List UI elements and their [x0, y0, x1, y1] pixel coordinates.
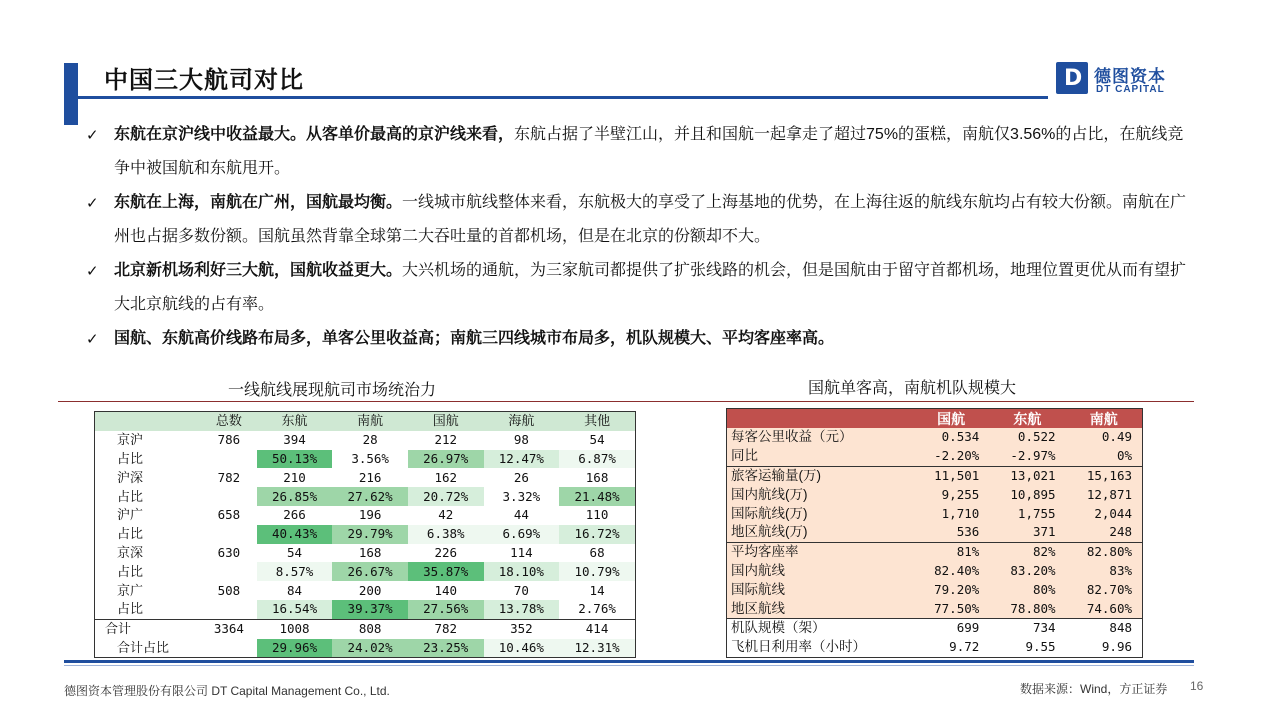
table-cell: 1008	[257, 619, 333, 638]
table-cell: 140	[434, 582, 458, 598]
table-cell: 6.87%	[559, 450, 635, 469]
table-cell: 16.54%	[257, 600, 333, 619]
table-cell: 2.76%	[559, 600, 635, 619]
table-cell: 0.534	[913, 428, 989, 447]
table-cell: 210	[283, 469, 306, 485]
table-cell	[201, 562, 257, 581]
table-cell: 734	[989, 618, 1065, 637]
column-header: 南航	[332, 412, 408, 431]
table-cell: 82.40%	[913, 562, 989, 581]
column-header: 国航	[913, 409, 989, 429]
table-row	[727, 447, 1143, 466]
table-cell: 26.67%	[332, 562, 408, 581]
table-cell: 9.96	[1101, 639, 1132, 655]
table-row	[95, 581, 636, 600]
bullet-list	[86, 118, 1196, 356]
table-cell: 212	[434, 432, 458, 448]
table-cell: -2.97%	[989, 447, 1065, 466]
column-header	[95, 412, 202, 431]
table-cell: 40.43%	[257, 525, 333, 544]
table-row	[95, 487, 636, 506]
table-cell: 536	[913, 523, 989, 542]
table-cell: 1,710	[913, 504, 989, 523]
page-number: 16	[1190, 679, 1204, 693]
table-row	[727, 599, 1143, 618]
table-cell: 808	[332, 619, 408, 638]
route-share-table	[94, 411, 636, 658]
table-cell: 658	[217, 507, 241, 523]
table-row	[727, 466, 1143, 485]
row-label: 国际航线	[727, 580, 914, 599]
table-cell: 78.80%	[989, 599, 1065, 618]
title-accent-bar	[64, 63, 78, 125]
table-cell: 3364	[201, 619, 257, 638]
table-cell: 9.72	[949, 639, 980, 655]
bullet-bold-text: 国航、东航高价线路布局多，单客公里收益高；南航三四线城市布局多，机队规模大、平均客座率高。	[114, 330, 835, 347]
table-row	[727, 562, 1143, 581]
table-cell: 10.79%	[559, 562, 635, 581]
table-cell: 29.79%	[332, 525, 408, 544]
column-header: 总数	[201, 412, 257, 431]
row-label: 平均客座率	[727, 542, 914, 561]
table-cell: -2.20%	[913, 447, 989, 466]
footer-company: 德图资本管理股份有限公司 DT Capital Management Co., Ltd.	[64, 684, 390, 698]
table-cell	[201, 450, 257, 469]
row-label: 合计	[95, 619, 202, 638]
row-label: 国内航线(万)	[727, 485, 914, 504]
column-header: 国航	[408, 412, 484, 431]
table-cell: 196	[358, 507, 382, 523]
column-header	[727, 409, 914, 429]
table-cell: 10,895	[989, 485, 1065, 504]
table-cell: 16.72%	[559, 525, 635, 544]
table-cell: 82.70%	[1066, 580, 1143, 599]
table-row	[727, 485, 1143, 504]
table-cell: 14	[589, 582, 605, 598]
column-header: 海航	[484, 412, 560, 431]
table-cell: 39.37%	[332, 600, 408, 619]
table-row	[95, 600, 636, 619]
table-cell: 248	[1066, 523, 1143, 542]
table-cell: 394	[283, 432, 306, 448]
table-cell: 414	[559, 619, 635, 638]
table-cell: 83%	[1066, 562, 1143, 581]
bullet-bold-text: 北京新机场利好三大航，国航收益更大。	[114, 262, 403, 279]
table-cell: 21.48%	[559, 487, 635, 506]
table-cell: 81%	[913, 542, 989, 561]
table-cell: 12.31%	[559, 639, 635, 658]
table-cell: 200	[358, 582, 382, 598]
table-cell: 24.02%	[332, 639, 408, 658]
table-cell: 50.13%	[257, 450, 333, 469]
column-header: 东航	[257, 412, 333, 431]
table-cell: 1,755	[989, 504, 1065, 523]
table-cell: 54	[589, 432, 605, 448]
row-label: 占比	[117, 488, 144, 504]
table-cell: 168	[585, 469, 609, 485]
page-title: 中国三大航司对比	[104, 67, 304, 94]
table-cell: 15,163	[1066, 466, 1143, 485]
row-label: 机队规模（架）	[727, 618, 914, 637]
table-cell: 0.522	[989, 428, 1065, 447]
table-cell: 508	[217, 582, 241, 598]
table-cell: 114	[510, 544, 533, 560]
table-cell: 26.97%	[408, 450, 484, 469]
table-row	[95, 619, 636, 638]
row-label: 旅客运输量(万)	[727, 466, 914, 485]
table-cell: 20.72%	[408, 487, 484, 506]
table-cell: 77.50%	[913, 599, 989, 618]
table-row	[727, 428, 1143, 447]
table-cell: 11,501	[913, 466, 989, 485]
table-header-row	[727, 409, 1143, 429]
left-table-caption: 一线航线展现航司市场统治力	[228, 382, 437, 399]
bullet-item	[86, 322, 1196, 356]
table-row	[95, 431, 636, 450]
column-header: 南航	[1066, 409, 1143, 429]
footer-rule-thin	[64, 665, 1194, 666]
logo-english-name: DT CAPITAL	[1096, 84, 1165, 95]
table-cell: 84	[286, 582, 303, 598]
table-cell: 82.80%	[1066, 542, 1143, 561]
logo-chinese-name: 德图资本	[1094, 67, 1166, 86]
table-cell: 0%	[1066, 447, 1143, 466]
table-cell: 27.62%	[332, 487, 408, 506]
table-cell: 8.57%	[257, 562, 333, 581]
table-row	[95, 525, 636, 544]
table-cell: 352	[484, 619, 560, 638]
table-cell: 782	[217, 469, 241, 485]
bullet-text: 大兴机场的通航，为三家航司都提供了扩张线路的机会，但是国航由于留守首都机场，地理位置更优从而有望扩大北京航线的占有率。	[114, 262, 1187, 313]
bullet-text: 一线城市航线整体来看，东航极大的享受了上海基地的优势，在上海往返的航线东航均占有较大份额。南航在广州也占据多数份额。国航虽然背靠全球第二大吞吐量的首都机场，但是在北京的份额却不大。	[114, 194, 1187, 245]
table-cell: 3.32%	[484, 487, 560, 506]
table-row	[95, 468, 636, 487]
table-cell	[201, 639, 257, 658]
table-cell: 168	[358, 544, 382, 560]
bullet-bold-text: 东航在上海，南航在广州，国航最均衡。	[114, 194, 403, 211]
row-label: 飞机日利用率（小时）	[731, 639, 866, 655]
table-cell: 699	[913, 618, 989, 637]
table-cell: 0.49	[1066, 428, 1143, 447]
table-cell: 54	[286, 544, 303, 560]
checkmark-icon: ✓	[86, 126, 99, 144]
table-cell: 110	[585, 507, 609, 523]
checkmark-icon: ✓	[86, 330, 99, 348]
table-cell: 226	[434, 544, 458, 560]
title-underline	[78, 96, 1048, 99]
table-row	[727, 523, 1143, 542]
table-row	[727, 638, 1143, 657]
table-cell: 35.87%	[408, 562, 484, 581]
row-label: 国际航线(万)	[727, 504, 914, 523]
table-row	[95, 506, 636, 525]
table-cell: 12,871	[1066, 485, 1143, 504]
table-cell: 28	[362, 432, 378, 448]
row-label: 占比	[117, 601, 144, 617]
table-cell: 848	[1066, 618, 1143, 637]
table-row	[727, 580, 1143, 599]
row-label: 地区航线	[727, 599, 914, 618]
row-label: 京深	[117, 544, 144, 560]
row-label: 沪深	[117, 469, 144, 485]
table-cell: 371	[989, 523, 1065, 542]
table-cell: 216	[358, 469, 382, 485]
table-cell: 9,255	[913, 485, 989, 504]
column-header: 其他	[559, 412, 635, 431]
row-label: 沪广	[117, 507, 144, 523]
table-cell: 80%	[989, 580, 1065, 599]
table-cell: 70	[513, 582, 529, 598]
table-cell: 83.20%	[989, 562, 1065, 581]
bullet-item	[86, 186, 1196, 254]
table-row	[95, 562, 636, 581]
row-label: 京广	[117, 582, 144, 598]
bullet-bold-text: 东航在京沪线中收益最大。从客单价最高的京沪线来看，	[114, 126, 515, 143]
footer-source: 数据来源：Wind，方正证券	[1020, 682, 1168, 696]
table-row	[727, 542, 1143, 561]
table-cell: 266	[283, 507, 306, 523]
airline-metrics-table	[726, 408, 1143, 658]
row-label: 每客公里收益（元）	[727, 428, 914, 447]
table-cell: 9.55	[1025, 639, 1056, 655]
checkmark-icon: ✓	[86, 262, 99, 280]
table-row	[95, 544, 636, 563]
table-cell: 82%	[989, 542, 1065, 561]
table-row	[727, 504, 1143, 523]
table-row	[95, 639, 636, 658]
table-header-row	[95, 412, 636, 431]
table-cell: 26	[513, 469, 529, 485]
table-cell: 10.46%	[484, 639, 560, 658]
table-cell: 630	[217, 544, 241, 560]
checkmark-icon: ✓	[86, 194, 99, 212]
row-label: 京沪	[117, 432, 144, 448]
section-divider	[58, 401, 1194, 402]
table-cell: 27.56%	[408, 600, 484, 619]
table-cell: 98	[513, 432, 529, 448]
row-label: 国内航线	[727, 562, 914, 581]
table-cell: 786	[217, 432, 241, 448]
table-cell: 782	[408, 619, 484, 638]
table-cell: 23.25%	[408, 639, 484, 658]
table-cell: 74.60%	[1066, 599, 1143, 618]
table-cell: 162	[434, 469, 458, 485]
dt-logo-icon	[1056, 62, 1088, 94]
table-cell: 13,021	[989, 466, 1065, 485]
bullet-item	[86, 118, 1196, 186]
right-table-caption: 国航单客高，南航机队规模大	[808, 380, 1017, 397]
row-label: 占比	[117, 526, 144, 542]
table-row	[727, 618, 1143, 637]
row-label: 占比	[117, 563, 144, 579]
column-header: 东航	[989, 409, 1065, 429]
bullet-text: 东航占据了半壁江山，并且和国航一起拿走了超过75%的蛋糕，南航仅3.56%的占比，在航线竞争中被国航和东航甩开。	[114, 126, 1184, 177]
table-cell: 42	[438, 507, 454, 523]
table-cell: 12.47%	[484, 450, 560, 469]
table-cell	[201, 600, 257, 619]
table-cell: 18.10%	[484, 562, 560, 581]
table-cell	[201, 487, 257, 506]
table-cell: 44	[513, 507, 529, 523]
table-cell: 6.38%	[408, 525, 484, 544]
table-row	[95, 450, 636, 469]
table-cell: 2,044	[1066, 504, 1143, 523]
table-cell: 3.56%	[332, 450, 408, 469]
table-cell: 29.96%	[257, 639, 333, 658]
logo-mark: D	[1064, 66, 1083, 91]
row-label: 占比	[117, 450, 144, 466]
table-cell: 26.85%	[257, 487, 333, 506]
table-cell: 68	[589, 544, 605, 560]
table-cell: 6.69%	[484, 525, 560, 544]
bullet-item	[86, 254, 1196, 322]
row-label: 同比	[727, 447, 914, 466]
row-label: 合计占比	[117, 639, 170, 655]
row-label: 地区航线(万)	[727, 523, 914, 542]
footer-rule	[64, 660, 1194, 663]
table-cell: 79.20%	[913, 580, 989, 599]
table-cell: 13.78%	[484, 600, 560, 619]
table-cell	[201, 525, 257, 544]
